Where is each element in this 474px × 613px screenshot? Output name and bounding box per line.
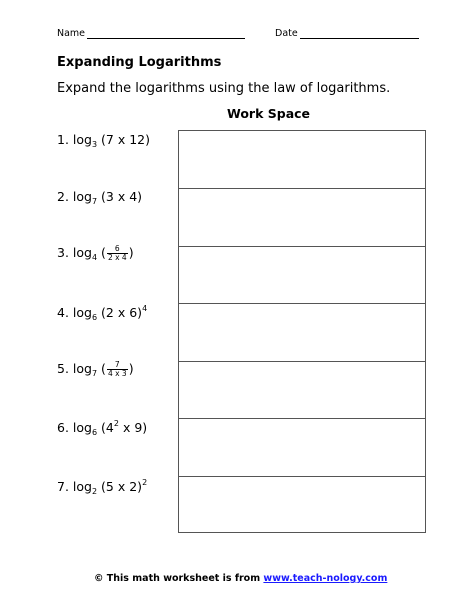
open-paren: ( <box>97 361 106 376</box>
fraction <box>107 245 128 262</box>
problem-number: 4. <box>57 305 69 320</box>
log-text: log <box>72 132 92 147</box>
fraction-denominator: 4 x 3 <box>107 369 127 378</box>
copyright-text: © This math worksheet is from <box>94 573 264 584</box>
log-base: 7 <box>91 197 98 206</box>
problem-6 <box>57 419 147 437</box>
log-text: log <box>72 189 92 204</box>
workspace-divider <box>179 476 425 477</box>
instructions-text: Expand the logarithms using the law of logarithms. <box>57 81 391 96</box>
problem-number: 2. <box>57 189 69 204</box>
workspace-divider <box>179 188 425 189</box>
close-paren: ) <box>128 245 134 260</box>
log-argument: (2 x 6) <box>97 305 143 320</box>
name-field-line[interactable] <box>87 38 245 39</box>
fraction <box>107 361 128 378</box>
workspace-divider <box>179 303 425 304</box>
fraction-numerator: 7 <box>107 361 128 370</box>
log-argument: (3 x 4) <box>97 189 143 204</box>
log-base: 6 <box>91 428 98 437</box>
log-text: log <box>72 305 92 320</box>
date-label: Date <box>275 28 298 39</box>
fraction-numerator: 6 <box>107 245 128 254</box>
log-base: 6 <box>91 313 98 322</box>
log-text: log <box>72 479 92 494</box>
fraction-denominator: 2 x 4 <box>107 253 127 262</box>
exponent: 2 <box>113 419 119 428</box>
log-argument: (7 x 12) <box>97 132 151 147</box>
date-field-line[interactable] <box>300 38 419 39</box>
problem-2 <box>57 189 142 206</box>
problem-number: 6. <box>57 420 69 435</box>
log-argument-start: (4 <box>97 420 114 435</box>
workspace-divider <box>179 418 425 419</box>
exponent: 4 <box>142 304 148 313</box>
log-text: log <box>72 420 92 435</box>
log-base: 7 <box>91 369 98 378</box>
log-base: 4 <box>91 253 98 262</box>
problem-number: 3. <box>57 245 69 260</box>
problem-4 <box>57 304 147 322</box>
footer <box>94 573 387 584</box>
close-paren: ) <box>128 361 134 376</box>
log-argument: (5 x 2) <box>97 479 143 494</box>
problem-7 <box>57 478 147 496</box>
log-text: log <box>72 245 92 260</box>
name-label: Name <box>57 28 86 39</box>
workspace-box[interactable] <box>178 130 426 533</box>
website-link[interactable]: www.teach-nology.com <box>263 573 388 584</box>
log-base: 3 <box>91 140 98 149</box>
problem-1 <box>57 132 150 149</box>
problem-number: 7. <box>57 479 69 494</box>
problem-3 <box>57 245 134 262</box>
worksheet-title: Expanding Logarithms <box>57 55 222 70</box>
problem-5 <box>57 361 134 378</box>
problem-number: 1. <box>57 132 69 147</box>
workspace-label: Work Space <box>227 106 311 121</box>
open-paren: ( <box>97 245 106 260</box>
log-text: log <box>72 361 92 376</box>
workspace-divider <box>179 361 425 362</box>
problem-number: 5. <box>57 361 69 376</box>
workspace-divider <box>179 246 425 247</box>
log-argument-end: x 9) <box>118 420 148 435</box>
log-base: 2 <box>91 487 98 496</box>
exponent: 2 <box>142 478 148 487</box>
